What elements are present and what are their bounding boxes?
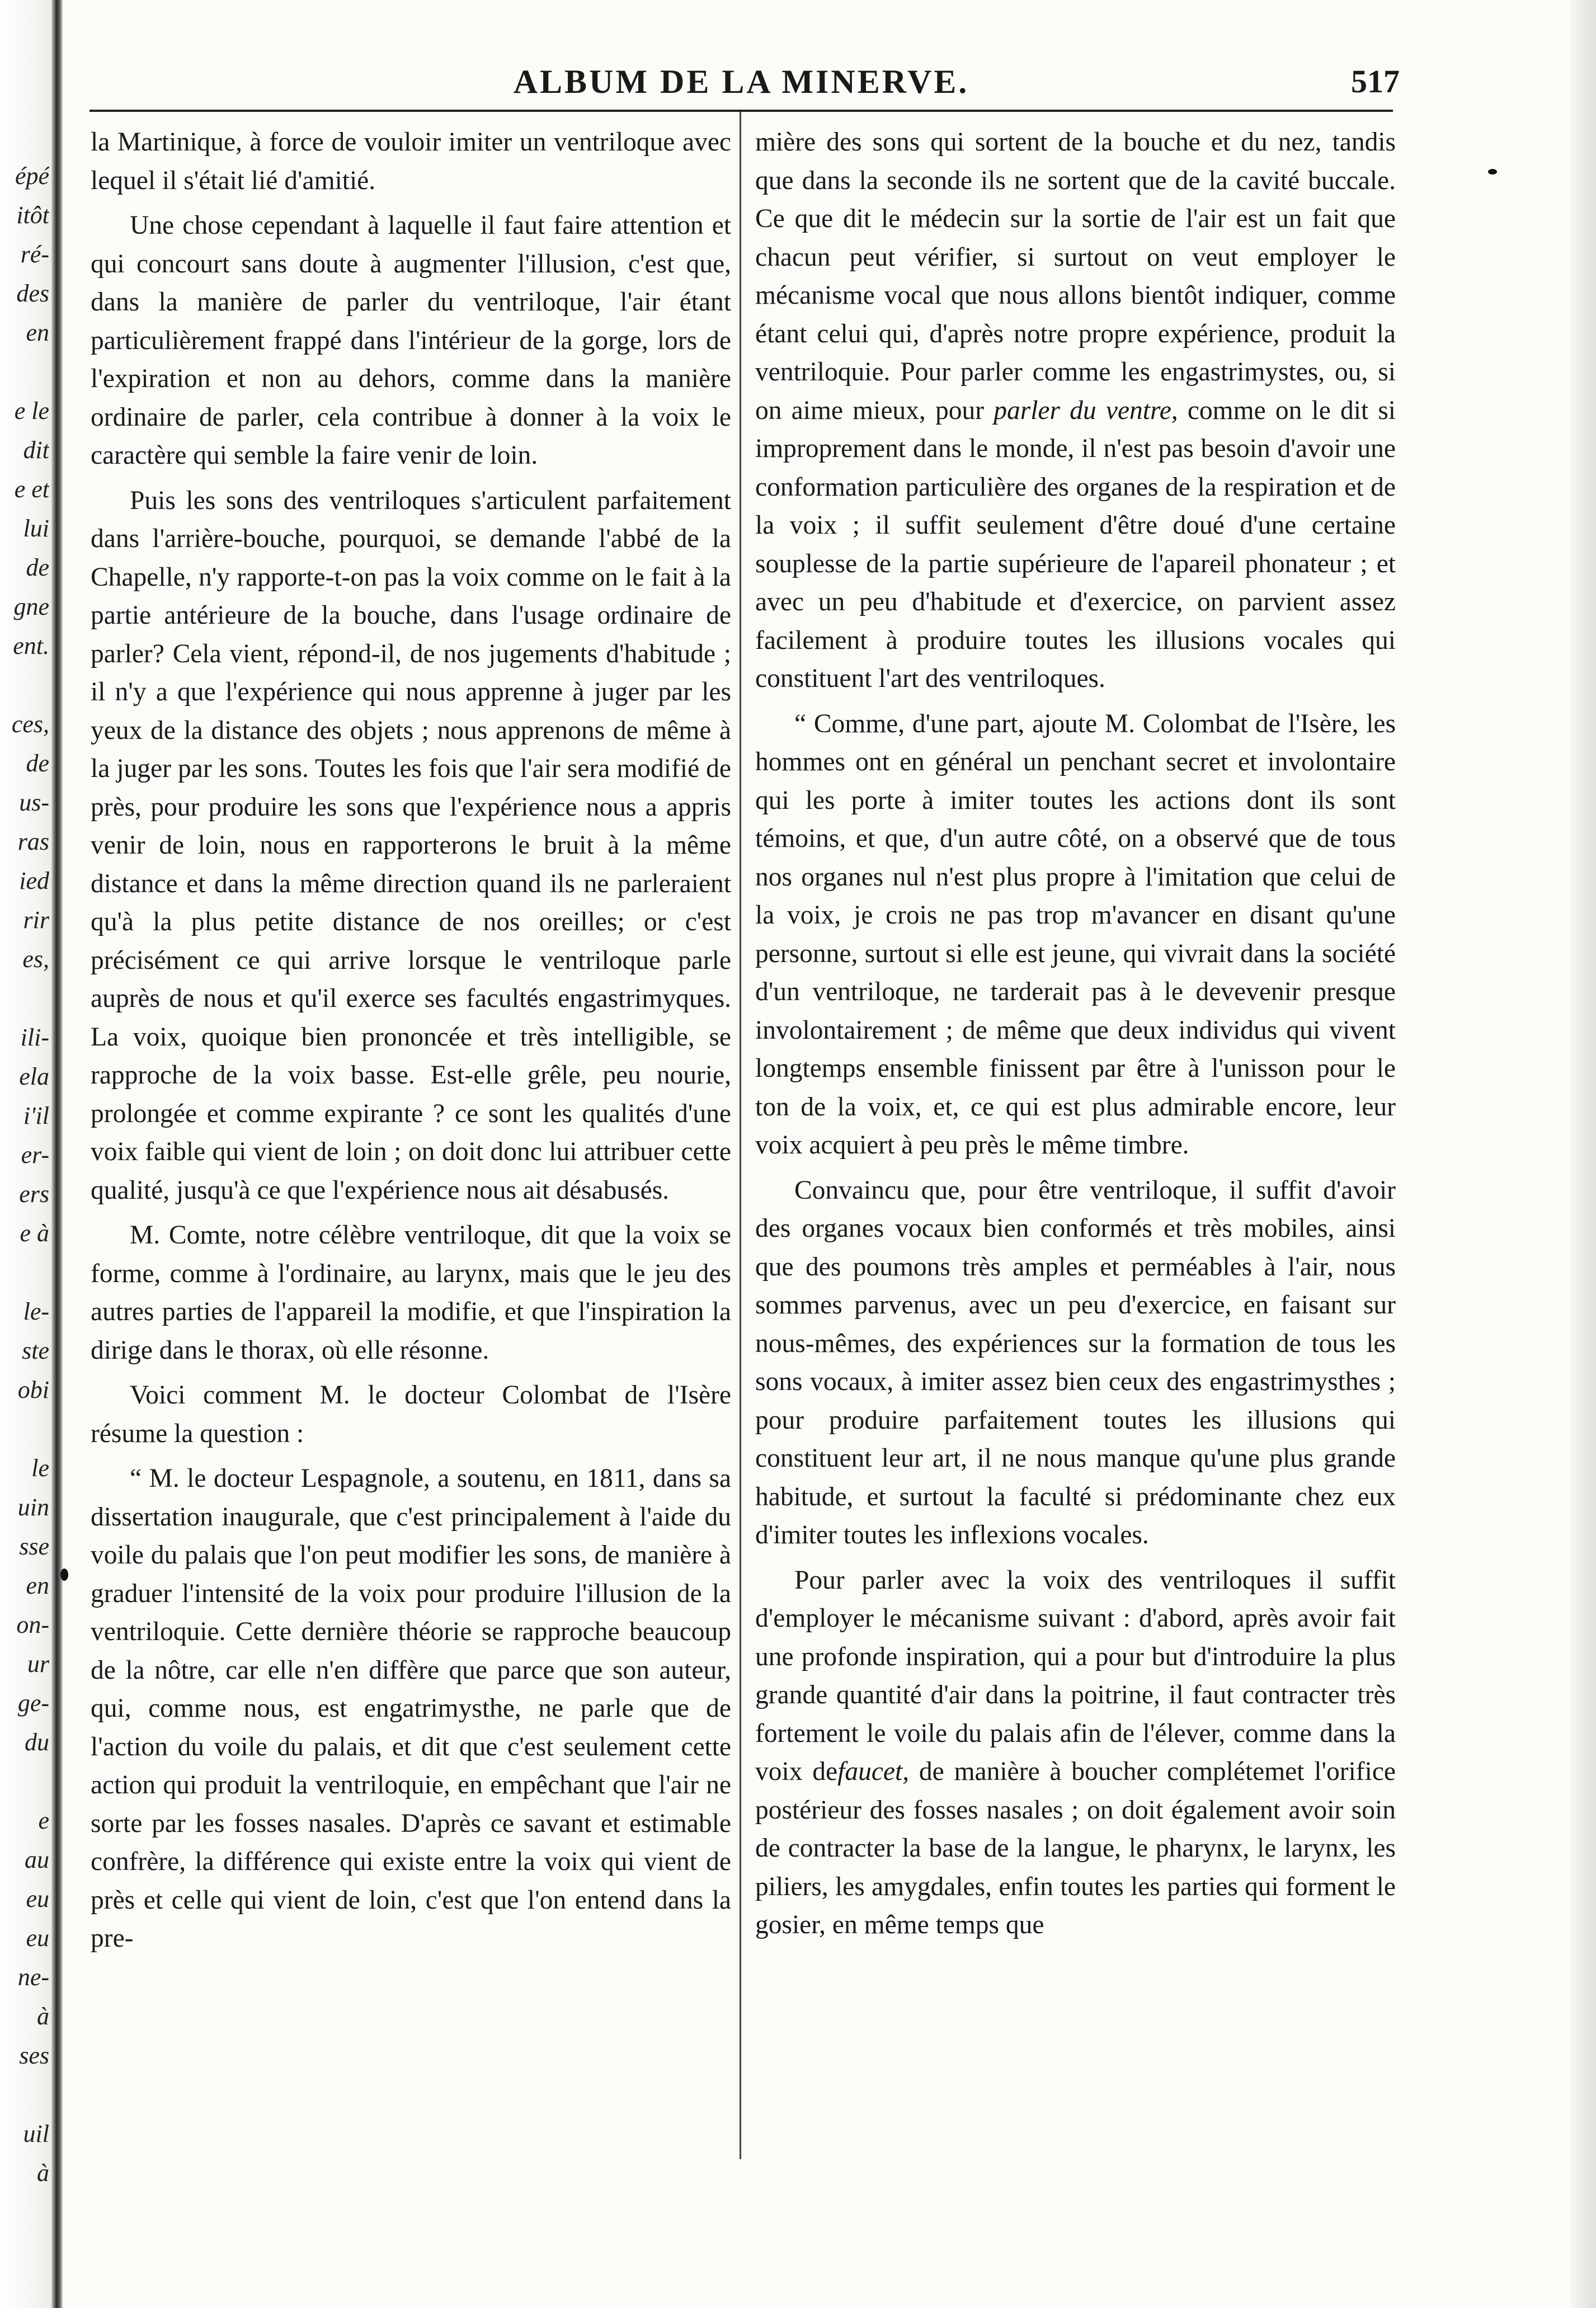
paragraph: “ M. le docteur Lespagnole, a soutenu, en 1811, dans sa dissertation inaugurale, que c'est principalement à l'aide du voile du palais que l'on peut modifier les sons, de manière à graduer l'intensité de la voix pour produire l'illusion de la ventriloquie. Cette dernière théorie se rapproche beaucoup de la nôtre, car elle n'en diffère que parce que son auteur, qui, comme nous, est engatrimysthe, ne parle que de l'action du voile du palais, et dit que c'est seulement cette action qui produit la ventriloquie, en empêchant que l'air ne sorte par les fosses nasales. D'après ce savant et estimable confrère, la différence qui existe entre la voix qui vient de près et celle qui vient de loin, c'est que l'on entend dans la pre-	[91, 1464, 731, 1953]
paragraph-text: mière des sons qui sortent de la bouche et du nez, tandis que dans la seconde ils ne sortent que de la cavité buccale. Ce que dit le médecin sur la sortie de l'air est un fait que chacun peut vérifier, si surtout on veut employer le mécanisme vocal que nous allons bientôt indiquer, comme étant celui qui, d'après notre propre expérience, produit la ventriloquie. Pour parler comme les engastrimystes, ou, si on aime mieux, pour	[755, 128, 1396, 425]
margin-fragment: uil	[23, 2120, 49, 2147]
paragraph-text: Pour parler avec la voix des ventriloques il suffit d'employer le mécanisme suivant : d'abord, après avoir fait une profonde inspiration, qui a pour but d'introduire la plus grande quantité d'air dans la poitrine, il faut contracter très fortement le voile du palais afin de l'élever, comme dans la voix de	[755, 1565, 1396, 1786]
paragraph-text-after: comme on le dit si improprement dans le monde, il n'est pas besoin d'avoir une conformation particulière des organes de la respiration et de la voix ; il suffit seulement d'être doué d'une certaine souplesse de la partie supérieure de l'apareil phonateur ; et avec un peu d'habitude et d'exercice, on parvient assez facilement à produire toutes les illusions vocales qui constituent l'art des ventriloques.	[755, 395, 1396, 693]
margin-fragment: dit	[23, 436, 49, 464]
margin-fragment: eu	[26, 1924, 49, 1952]
facing-page-fragments	[1, 157, 49, 2193]
page-right-edge	[1570, 0, 1596, 2308]
margin-fragment: du	[25, 1728, 49, 1756]
margin-fragment: en	[26, 319, 49, 346]
margin-fragment: e et	[14, 475, 49, 503]
margin-fragment: à	[37, 2003, 49, 2030]
margin-fragment: eu	[26, 1885, 49, 1913]
margin-fragment: e à	[20, 1219, 49, 1247]
margin-fragment: des	[16, 280, 49, 307]
ink-speck	[1488, 169, 1497, 175]
margin-fragment: ge-	[17, 1689, 49, 1717]
margin-fragment: on-	[16, 1611, 49, 1638]
margin-fragment: obi	[17, 1376, 49, 1403]
margin-fragment	[1, 979, 49, 1018]
margin-fragment: us-	[19, 789, 49, 816]
paragraph: M. Comte, notre célèbre ventriloque, dit que la voix se forme, comme à l'ordinaire, au larynx, mais que le jeu des autres parties de l'appareil la modifie, et que l'inspiration la dirige dans le thorax, où elle résonne.	[91, 1221, 731, 1365]
header-rule	[90, 110, 1393, 112]
margin-fragment: en	[26, 1572, 49, 1599]
column-divider	[740, 112, 741, 2159]
italic-phrase: parler du ventre,	[994, 395, 1178, 425]
margin-fragment: ur	[27, 1650, 49, 1678]
margin-fragment	[1, 666, 49, 705]
margin-fragment: itôt	[16, 201, 49, 229]
running-title: ALBUM DE LA MINERVE.	[513, 63, 969, 100]
margin-fragment: e	[38, 1807, 49, 1834]
margin-fragment: ne-	[17, 1963, 49, 1991]
paragraph-text-after: de manière à boucher complétemet l'orifice postérieur des fosses nasales ; on doit également avoir soin de contracter la base de la langue, le pharynx, le larynx, les piliers, les amygdales, enfin toutes les parties qui forment le gosier, en même temps que	[755, 1757, 1396, 1939]
page-number: 517	[1351, 63, 1400, 100]
paragraph	[755, 1561, 1396, 1944]
margin-fragment: épé	[15, 162, 49, 190]
margin-fragment: ili-	[20, 1024, 49, 1051]
margin-fragment: ela	[19, 1063, 49, 1090]
paragraph: Convaincu que, pour être ventriloque, il suffit d'avoir des organes vocaux bien conformés et très mobiles, ainsi que des poumons très amples et perméables à l'air, nous sommes parvenus, avec un peu d'exercice, en faisant sur nous-mêmes, des expériences sur la formation de tous les sons vocaux, à imiter assez bien ceux des engastrimysthes ; pour produire parfaitement toutes les illusions qui constituent leur art, il ne nous manque qu'une plus grande habitude, et surtout la faculté si prédominante chez eux d'imiter toutes les inflexions vocales.	[755, 1175, 1396, 1549]
margin-fragment: rir	[23, 906, 49, 934]
margin-fragment: uin	[17, 1494, 49, 1521]
margin-fragment: ses	[19, 2042, 49, 2069]
margin-fragment: ent.	[13, 632, 49, 660]
margin-fragment: le-	[23, 1298, 49, 1325]
margin-fragment: de	[26, 554, 49, 581]
margin-fragment: e le	[14, 397, 49, 425]
margin-fragment	[1, 352, 49, 392]
margin-fragment: gne	[13, 593, 49, 620]
margin-fragment: le	[31, 1454, 49, 1482]
margin-fragment	[1, 1410, 49, 1449]
paragraph: la Martinique, à force de vouloir imiter un ventriloque avec lequel il s'était lié d'amitié.	[91, 128, 731, 195]
ink-speck	[60, 1569, 68, 1581]
paragraph	[755, 123, 1396, 698]
margin-fragment: à	[37, 2159, 49, 2187]
margin-fragment: er-	[21, 1141, 49, 1169]
margin-fragment: i'il	[23, 1102, 49, 1129]
paragraph: Une chose cependant à laquelle il faut faire attention et qui concourt sans doute à augmenter l'illusion, c'est que, dans la manière de parler du ventriloque, l'air étant particulièrement frappé dans l'intérieur de la gorge, lors de l'expiration et non au dehors, comme dans la manière ordinaire de parler, cela contribue à donner à la voix le caractère qui semble la faire venir de loin.	[91, 211, 731, 470]
page-header	[90, 63, 1400, 107]
paragraph: “ Comme, d'une part, ajoute M. Colombat de l'Isère, les hommes ont en général un penchant secret et involontaire qui les porte à imiter toutes les actions dont ils sont témoins, et que, d'un autre côté, on a observé que de tous nos organes nul n'est plus propre à l'imitation que celui de la voix, je crois ne pas trop m'avancer en disant qu'une personne, surtout si elle est jeune, qui vivrait dans la société d'un ventriloque, ne tarderait pas à le devevenir presque involontairement ; de même que deux individus qui vivent longtemps ensemble finissent par être à l'unisson pour le ton de la voix, et, ce qui est plus admirable encore, leur voix acquiert à peu près le même timbre.	[755, 709, 1396, 1160]
margin-fragment: ied	[19, 867, 49, 894]
margin-fragment: ste	[22, 1337, 49, 1364]
margin-fragment	[1, 1762, 49, 1801]
italic-phrase: faucet,	[837, 1757, 910, 1786]
margin-fragment: ras	[17, 828, 49, 855]
margin-fragment	[1, 1253, 49, 1292]
margin-fragment: ces,	[11, 710, 49, 738]
margin-fragment: au	[25, 1846, 49, 1873]
margin-fragment: ers	[19, 1180, 49, 1208]
margin-fragment: ré-	[20, 241, 49, 268]
margin-fragment	[1, 2075, 49, 2114]
left-column	[91, 123, 731, 1965]
book-spine-shadow	[51, 0, 63, 2308]
margin-fragment: es,	[22, 945, 49, 973]
margin-fragment: lui	[23, 515, 49, 542]
right-column	[755, 123, 1396, 1951]
paragraph: Voici comment M. le docteur Colombat de l'Isère résume la question :	[91, 1381, 731, 1448]
margin-fragment: sse	[19, 1533, 49, 1560]
margin-fragment: de	[26, 750, 49, 777]
paragraph: Puis les sons des ventriloques s'articulent parfaitement dans l'arrière-bouche, pourquoi, se demande l'abbé de la Chapelle, n'y rapporte-t-on pas la voix comme on le fait à la partie antérieure de la bouche, dans l'usage ordinaire de parler? Cela vient, répond-il, de nos jugements d'habitude ; il n'y a que l'expérience qui nous apprenne à juger par les yeux de la distance des objets ; nous apprenons de même à la juger par les sons. Toutes les fois que l'air sera modifié de près, pour produire les sons que l'expérience nous a appris venir de loin, nous en rapporterons le bruit à la même distance et dans la même direction quand ils ne parleraient qu'à la plus petite distance de nos oreilles; or c'est précisément ce qui arrive lorsque le ventriloque parle auprès de nous et qu'il exerce ses facultés engastrimyques. La voix, quoique bien prononcée et très intelligible, se rapproche de la voix basse. Est-elle grêle, peu nourie, prolongée et comme expirante ? ce sont les qualités d'une voix faible qui vient de loin ; on doit donc lui attribuer cette qualité, jusqu'à ce que l'expérience nous ait désabusés.	[91, 486, 731, 1205]
